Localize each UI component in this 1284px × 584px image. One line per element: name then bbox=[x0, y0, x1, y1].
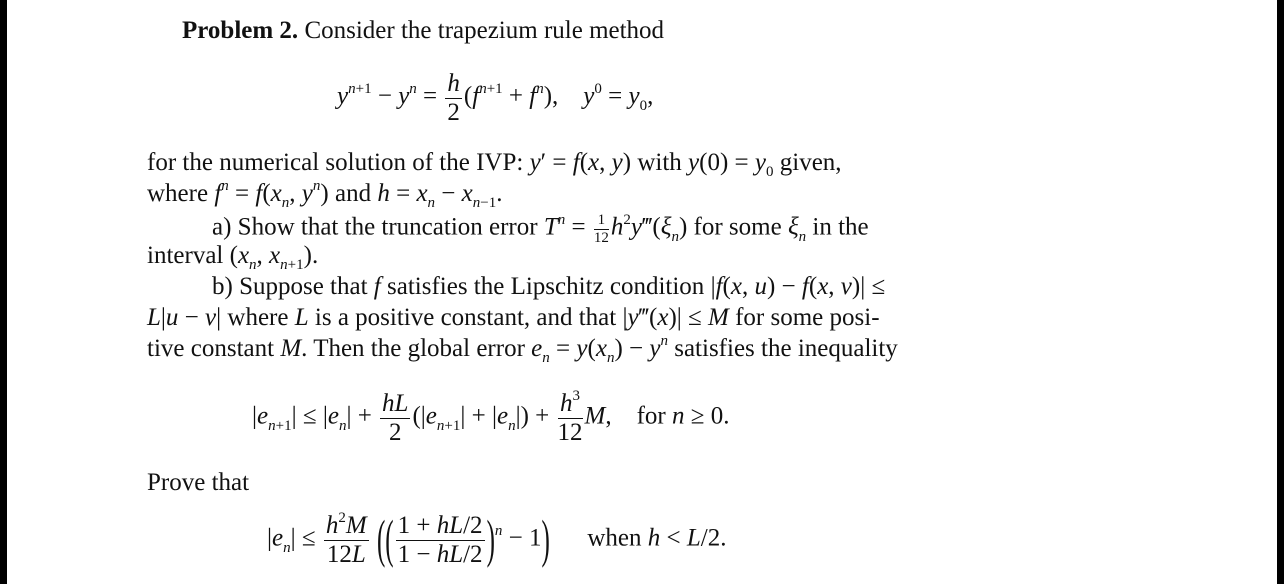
in-the-text: in the bbox=[812, 213, 869, 241]
for-some-posi-text: for some posi- bbox=[735, 304, 880, 331]
for-some-text: for some bbox=[693, 213, 782, 241]
part-a-line: a) Show that the truncation error $T^n$ = $\frac{1}{12}$ $h^2y‴(\xi_n)$ for some $\xi_n$ in the bbox=[212, 211, 869, 246]
when-text: when bbox=[587, 524, 642, 552]
interval-text: interval bbox=[147, 242, 224, 269]
problem-heading bbox=[182, 18, 664, 43]
document-page bbox=[7, 0, 1277, 584]
part-b-line-3: tive constant M. Then the global error $e_n = y(x_n) - y^n$ satisfies the inequality bbox=[147, 333, 898, 366]
positive-constant-text: is a positive constant, and that bbox=[314, 304, 617, 331]
and-text: and bbox=[334, 180, 372, 207]
with-text: with bbox=[637, 149, 682, 176]
problem-intro: Consider the trapezium rule method bbox=[304, 17, 665, 44]
for-n-text: for bbox=[636, 402, 666, 430]
interval-line: interval ($x_n$, $x_{n+1}$). bbox=[147, 242, 319, 273]
where-line: where $f^n = f(x_n$, $y^n$) and $h = x_n - x_{n-1}$. bbox=[147, 178, 503, 211]
part-b-line-1: b) Suppose that f satisfies the Lipschitz condition |f(x, u) − f(x, v)| ≤ bbox=[212, 273, 886, 300]
error-inequality: $|e_{n+1}| \le |e_n|$ + $\frac{hL}{2}$ $(|e_{n+1}| + |e_n|)$ + $\frac{h^3}{12}$ M, for n ≥ 0. bbox=[252, 388, 730, 446]
part-b-text: b) Suppose that bbox=[212, 273, 368, 300]
ivp-text: for the numerical solution of the IVP: bbox=[147, 149, 524, 176]
where-l-text: where bbox=[227, 304, 289, 331]
tive-constant-text: tive constant bbox=[147, 335, 275, 362]
prove-that: Prove that bbox=[147, 469, 250, 496]
ivp-line: for the numerical solution of the IVP: y′ = f(x, y) with $y(0) = y_0$ given, bbox=[147, 149, 842, 180]
bound-formula: $|e_n|$ ≤ $\frac{h^2M}{12L}$ (( $\frac{1 + hL/2}{1 - hL/2}$ )$^n$ − 1) when h < L/2. bbox=[267, 510, 727, 569]
trapezium-equation: $y^{n+1} - y^n$ = $\frac{h}{2}$ $(f^{n+1} + f^n)$, $y^0 = y_0$, bbox=[337, 70, 654, 126]
inequality-text: satisfies the inequality bbox=[674, 335, 898, 362]
part-b-line-2: L|u − v| where L is a positive constant, and that |y‴(x)| ≤ M for some posi- bbox=[147, 304, 880, 331]
problem-label: Problem 2. bbox=[182, 17, 299, 44]
where-text: where bbox=[147, 180, 209, 207]
part-a-text: a) Show that the truncation error bbox=[212, 213, 538, 241]
global-error-text: . Then the global error bbox=[301, 335, 525, 362]
lipschitz-text: satisfies the Lipschitz condition bbox=[387, 273, 705, 300]
given-text: given, bbox=[779, 149, 842, 176]
